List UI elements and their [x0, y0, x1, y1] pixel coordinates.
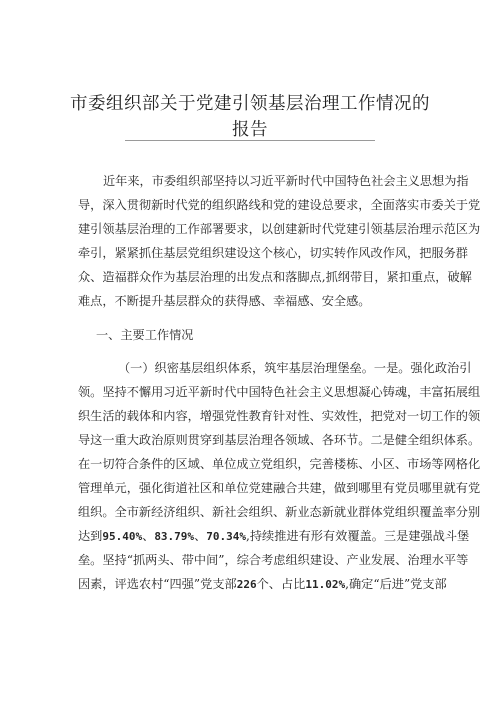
coverage-rate-new-groups: 70.34%	[206, 530, 246, 543]
body-line-with-stats	[78, 529, 470, 543]
coverage-rate-economic: 95.40%	[102, 530, 143, 543]
intro-line: 难点，不断提升基层群众的获得感、幸福感、安全感。	[78, 294, 371, 308]
text-fragment: 个、占比	[256, 577, 306, 591]
document-title-line-1: 市委组织部关于党建引领基层治理工作情况的	[70, 94, 430, 114]
intro-line: 牵引，紧紧抓住基层党组织建设这个核心，切实转作风改作风，把服务群	[78, 246, 468, 260]
four-strong-branch-ratio: 11.02%	[305, 578, 346, 591]
text-fragment: ,确定“后进”党支部	[345, 577, 447, 591]
text-fragment: 因素，评选农村“四强”党支部	[78, 577, 237, 591]
coverage-rate-social: 83.79%	[154, 530, 195, 543]
intro-line: 导，深入贯彻新时代党的组织路线和党的建设总要求，全面落实市委关于党	[78, 198, 481, 212]
section-heading: 一、主要工作情况	[96, 328, 194, 342]
document-title-line-2: 报告	[232, 120, 268, 140]
intro-line: 众、造福群众作为基层治理的出发点和落脚点,抓纲带目，紧扣重点，破解	[78, 270, 472, 284]
title-underline	[125, 140, 375, 141]
text-fragment: 、	[142, 529, 155, 543]
body-line: （一）织密基层组织体系，筑牢基层治理堡垒。一是。强化政治引	[118, 361, 472, 375]
text-fragment: ,持续推进有形有效覆盖。三是建强战斗堡	[246, 529, 470, 543]
intro-line: 近年来，市委组织部坚持以习近平新时代中国特色社会主义思想为指	[103, 174, 469, 188]
body-line: 织生活的载体和内容，增强党性教育针对性、实效性，把党对一切工作的领	[78, 409, 481, 423]
body-line: 组织。全市新经济组织、新社会组织、新业态新就业群体党组织覆盖率分别	[78, 505, 481, 519]
four-strong-branch-count: 226	[236, 578, 257, 591]
text-fragment: 达到	[78, 529, 103, 543]
body-line: 管理单元，强化街道社区和单位党建融合共建，做到哪里有党员哪里就有党	[78, 481, 481, 495]
body-line: 垒。坚持“抓两头、带中间”，综合考虑组织建设、产业发展、治理水平等	[78, 553, 469, 567]
body-line: 在一切符合条件的区域、单位成立党组织，完善楼栋、小区、市场等网格化	[78, 457, 481, 471]
body-line: 领。坚持不懈用习近平新时代中国特色社会主义思想凝心铸魂，丰富拓展组	[78, 385, 481, 399]
body-line: 导这一重大政治原则贯穿到基层治理各领域、各环节。二是健全组织体系。	[78, 433, 481, 447]
body-line-with-stats	[78, 577, 447, 591]
text-fragment: 、	[194, 529, 207, 543]
intro-line: 建引领基层治理的工作部署要求，以创建新时代党建引领基层治理示范区为	[78, 222, 481, 236]
